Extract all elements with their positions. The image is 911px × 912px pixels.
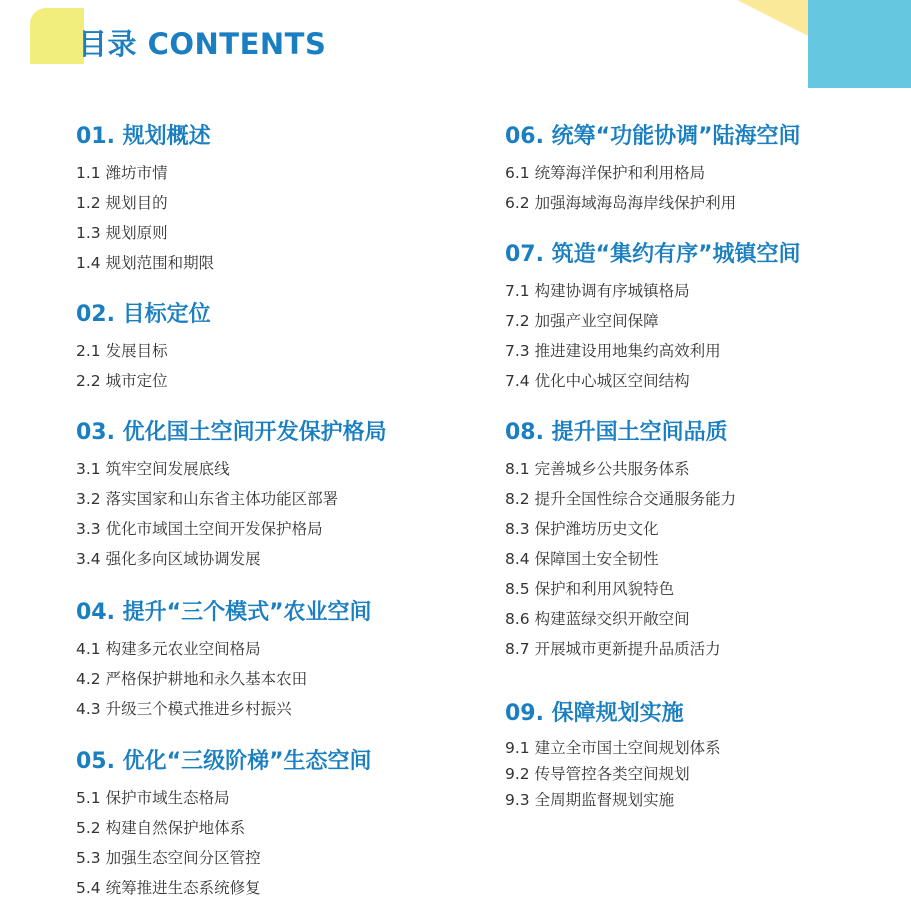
toc-item[interactable]: 9.1 建立全市国土空间规划体系	[505, 739, 721, 757]
toc-item[interactable]: 1.3 规划原则	[76, 224, 168, 242]
toc-item[interactable]: 8.7 开展城市更新提升品质活力	[505, 640, 721, 658]
section-heading[interactable]: 07. 筑造“集约有序”城镇空间	[505, 242, 801, 267]
section-01	[76, 122, 214, 278]
toc-item[interactable]: 1.4 规划范围和期限	[76, 254, 215, 272]
section-07	[505, 240, 801, 396]
toc-item[interactable]: 5.3 加强生态空间分区管控	[76, 849, 261, 867]
toc-item[interactable]: 9.2 传导管控各类空间规划	[505, 765, 690, 783]
toc-item[interactable]: 8.6 构建蓝绿交织开敞空间	[505, 610, 690, 628]
section-06	[505, 122, 801, 218]
toc-item[interactable]: 8.3 保护潍坊历史文化	[505, 520, 659, 538]
toc-item[interactable]: 3.3 优化市域国土空间开发保护格局	[76, 520, 323, 538]
toc-item[interactable]: 1.1 潍坊市情	[76, 164, 168, 182]
toc-item[interactable]: 2.2 城市定位	[76, 372, 168, 390]
decorative-blue-block	[808, 0, 911, 88]
page-title: 目录 CONTENTS	[78, 27, 327, 61]
toc-item[interactable]: 1.2 规划目的	[76, 194, 168, 212]
toc-item[interactable]: 5.1 保护市域生态格局	[76, 789, 230, 807]
toc-item[interactable]: 6.2 加强海域海岛海岸线保护利用	[505, 194, 737, 212]
section-05	[76, 747, 372, 903]
toc-item[interactable]: 3.4 强化多向区域协调发展	[76, 550, 261, 568]
toc-item[interactable]: 9.3 全周期监督规划实施	[505, 791, 675, 809]
toc-item[interactable]: 3.1 筑牢空间发展底线	[76, 460, 230, 478]
toc-item[interactable]: 7.4 优化中心城区空间结构	[505, 372, 690, 390]
section-08	[505, 418, 736, 664]
toc-item[interactable]: 8.2 提升全国性综合交通服务能力	[505, 490, 737, 508]
toc-item[interactable]: 8.1 完善城乡公共服务体系	[505, 460, 690, 478]
section-02	[76, 300, 211, 396]
toc-item[interactable]: 8.4 保障国土安全韧性	[505, 550, 659, 568]
toc-item[interactable]: 7.1 构建协调有序城镇格局	[505, 282, 690, 300]
section-heading[interactable]: 05. 优化“三级阶梯”生态空间	[76, 749, 372, 774]
toc-item[interactable]: 5.4 统筹推进生态系统修复	[76, 879, 261, 897]
toc-item[interactable]: 2.1 发展目标	[76, 342, 168, 360]
toc-item[interactable]: 7.3 推进建设用地集约高效利用	[505, 342, 721, 360]
section-heading[interactable]: 08. 提升国土空间品质	[505, 420, 728, 445]
section-heading[interactable]: 02. 目标定位	[76, 302, 211, 327]
section-04	[76, 598, 372, 724]
section-heading[interactable]: 03. 优化国土空间开发保护格局	[76, 420, 387, 445]
section-heading[interactable]: 06. 统筹“功能协调”陆海空间	[505, 124, 801, 149]
decorative-white-notch	[738, 0, 808, 70]
toc-item[interactable]: 8.5 保护和利用风貌特色	[505, 580, 675, 598]
section-heading[interactable]: 04. 提升“三个模式”农业空间	[76, 600, 372, 625]
toc-item[interactable]: 4.1 构建多元农业空间格局	[76, 640, 261, 658]
section-09	[505, 699, 721, 813]
section-heading[interactable]: 01. 规划概述	[76, 124, 211, 149]
toc-item[interactable]: 4.3 升级三个模式推进乡村振兴	[76, 700, 292, 718]
toc-item[interactable]: 5.2 构建自然保护地体系	[76, 819, 246, 837]
toc-item[interactable]: 3.2 落实国家和山东省主体功能区部署	[76, 490, 339, 508]
toc-item[interactable]: 4.2 严格保护耕地和永久基本农田	[76, 670, 308, 688]
toc-item[interactable]: 7.2 加强产业空间保障	[505, 312, 659, 330]
toc-item[interactable]: 6.1 统筹海洋保护和利用格局	[505, 164, 706, 182]
decorative-yellow-block	[30, 8, 84, 64]
section-03	[76, 418, 387, 574]
section-heading[interactable]: 09. 保障规划实施	[505, 701, 684, 726]
